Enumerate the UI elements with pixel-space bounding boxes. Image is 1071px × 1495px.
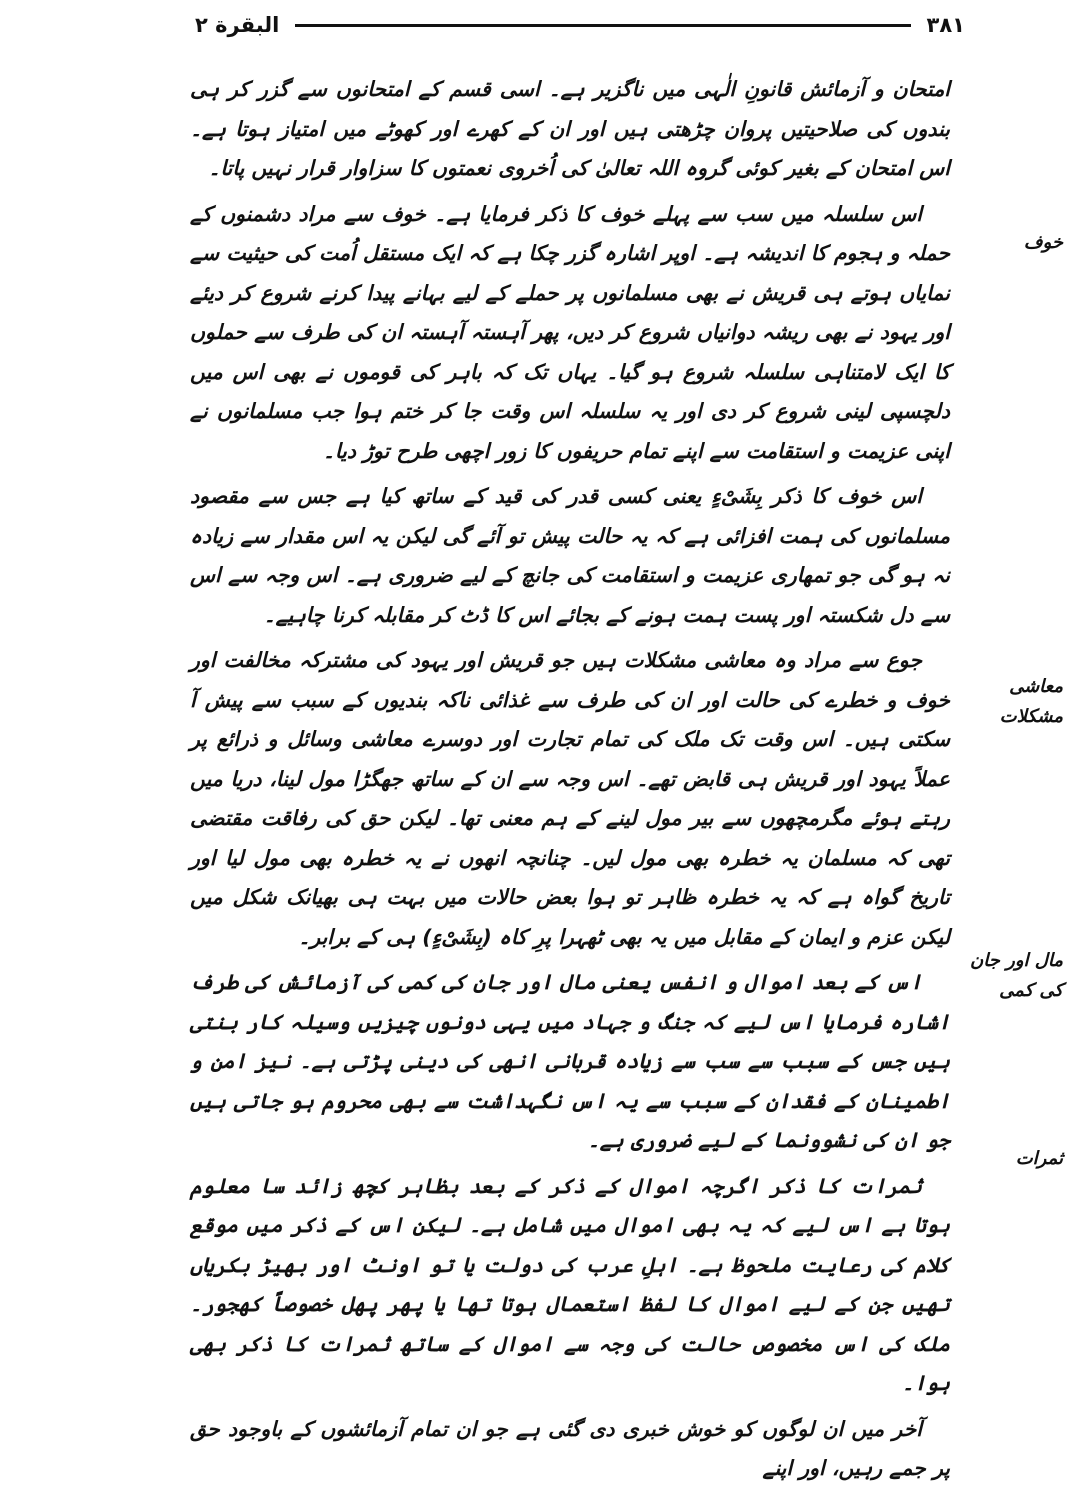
paragraph-amwal-anfus: اس کے بعد اموال و انفس یعنی مال اور جان کی کمی کی آزمائش کی طرف اشارہ فرمایا اس لیے کہ جنگ و جہاد میں یہی دونوں چیزیں وسیلہ کار بنتی ہیں جس کے سبب سے سب سے زیادہ قربانی انھی کی دینی پڑتی ہے۔ نیز امن و اطمینان کے فقدان کے سبب سے یہ اس نگہداشت سے بھی محروم ہو جاتی ہیں جو ان کی نشوونما کے لیے ضروری ہے۔ [190,970,950,1152]
margin-note-samraat: ثمرات [1015,1148,1063,1169]
header-rule [295,24,910,27]
surah-title: البقرة ۲ [195,13,280,37]
paragraph-khauf: اس سلسلہ میں سب سے پہلے خوف کا ذکر فرمایا ہے۔ خوف سے مراد دشمنوں کے حملہ و ہجوم کا اندیشہ ہے۔ اوپر اشارہ گزر چکا ہے کہ ایک مستقل اُمت کی حیثیت سے نمایاں ہوتے ہی قریش نے بھی مسلمانوں پر حملے کے لیے بہانے پیدا کرنے شروع کر دیئے اور یہود نے بھی ریشہ دوانیاں شروع کر دیں، پھر آہستہ آہستہ ان کی طرف سے حملوں کا ایک لامتناہی سلسلہ شروع ہو گیا۔ یہاں تک کہ باہر کی قوموں نے بھی اس میں دلچسپی لینی شروع کر دی اور یہ سلسلہ اس وقت جا کر ختم ہوا جب مسلمانوں نے اپنی عزیمت و استقامت سے اپنے تمام حریفوں کا زور اچھی طرح توڑ دیا۔ [190,201,950,463]
running-header [195,8,965,42]
paragraph-bishayin: اس خوف کا ذکر بِشَیْءٍ یعنی کسی قدر کی قید کے ساتھ کیا ہے جس سے مقصود مسلمانوں کی ہمت افزائی ہے کہ یہ حالت پیش تو آئے گی لیکن یہ اس مقدار سے زیادہ نہ ہو گی جو تمھاری عزیمت و استقامت کی جانچ کے لیے ضروری ہے۔ اس وجہ سے اس سے دل شکستہ اور پست ہمت ہونے کے بجائے اس کا ڈٹ کر مقابلہ کرنا چاہیے۔ [190,484,950,627]
page-number: ۳۸۱ [926,13,965,37]
paragraph-khushkhabri: آخر میں ان لوگوں کو خوش خبری دی گئی ہے جو ان تمام آزمائشوں کے باوجود حق پر جمے رہیں، اور اپنے [190,1416,950,1480]
margin-note-maashi-mushkilat: معاشی مشکلات [999,676,1063,727]
margin-note-maal-jaan: مال اور جان کی کمی [970,950,1063,1001]
paragraph-samraat: ثمرات کا ذکر اگرچہ اموال کے ذکر کے بعد بظاہر کچھ زائد سا معلوم ہوتا ہے اس لیے کہ یہ بھی اموال میں شامل ہے۔ لیکن اس کے ذکر میں موقع کلام کی رعایت ملحوظ ہے۔ اہلِ عرب کی دولت یا تو اونٹ اور بھیڑ بکریاں تھیں جن کے لیے اموال کا لفظ استعمال ہوتا تھا یا پھر پھل خصوصاً کھجور۔ ملک کی اس مخصوص حالت کی وجہ سے اموال کے ساتھ ثمرات کا ذکر بھی ہوا۔ [190,1173,950,1395]
paragraph-imtihan: امتحان و آزمائش قانونِ الٰہی میں ناگزیر ہے۔ اسی قسم کے امتحانوں سے گزر کر ہی بندوں کی صلاحیتیں پروان چڑھتی ہیں اور ان کے کھرے اور کھوٹے میں امتیاز ہوتا ہے۔ اس امتحان کے بغیر کوئی گروہ اللہ تعالیٰ کی اُخروی نعمتوں کا سزاوار قرار نہیں پاتا۔ [190,77,950,180]
margin-note-khauf: خوف [1023,232,1063,253]
paragraph-juu: جوع سے مراد وہ معاشی مشکلات ہیں جو قریش اور یہود کی مشترکہ مخالفت اور خوف و خطرے کی حالت اور ان کی طرف سے غذائی ناکہ بندیوں کے سبب سے پیش آ سکتی ہیں۔ اس وقت تک ملک کی تمام تجارت اور دوسرے معاشی وسائل و ذرائع پر عملاً یہود اور قریش ہی قابض تھے۔ اس وجہ سے ان کے ساتھ جھگڑا مول لینا، دریا میں رہتے ہوئے مگرمچھوں سے بیر مول لینے کے ہم معنی تھا۔ لیکن حق کی رفاقت مقتضی تھی کہ مسلمان یہ خطرہ بھی مول لیں۔ چنانچہ انھوں نے یہ خطرہ بھی مول لیا اور تاریخ گواہ ہے کہ یہ خطرہ ظاہر تو ہوا بعض حالات میں بہت ہی بھیانک شکل میں لیکن عزم و ایمان کے مقابل میں یہ بھی ٹھہرا پرِ کاہ (بِشَیْءٍ) ہی کے برابر۔ [190,648,950,949]
body-text [190,70,950,1495]
